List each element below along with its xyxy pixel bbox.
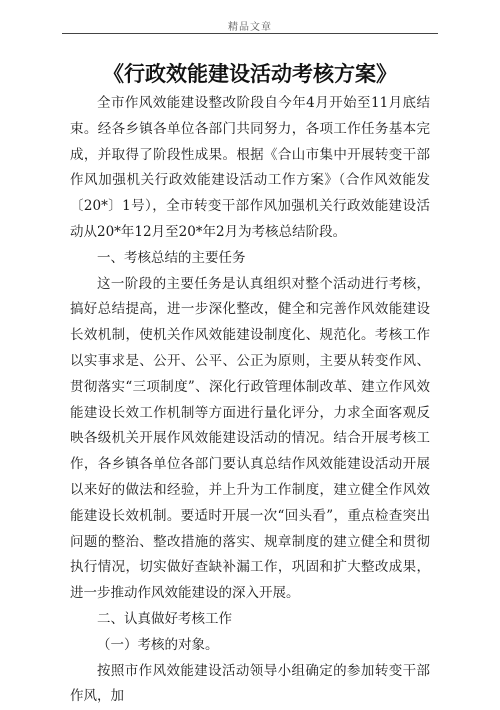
paragraph-assessment-scope: 按照市作风效能建设活动领导小组确定的参加转变干部作风，加 [70, 662, 430, 705]
header-divider [62, 33, 438, 34]
section-heading-1: 一、考核总结的主要任务 [97, 249, 246, 266]
document-title: 《行政效能建设活动考核方案》 [103, 61, 397, 86]
document-body [70, 91, 430, 710]
paragraph-intro: 全市作风效能建设整改阶段自今年4月开始至11月底结束。经各乡镇各单位各部门共同努力，各项工作任务基本完成，并取得了阶段性成果。根据《合山市集中开展转变干部作风加强机关行政效能建设活动工作方案》（合作风效能发〔20*〕1号），全市转变干部作风加强机关行政效能建设活动从20*年12月至20*年2月为考核总结阶段。 [70, 95, 430, 240]
paragraph-main-tasks: 这一阶段的主要任务是认真组织对整个活动进行考核，搞好总结提高，进一步深化整改，健全和完善作风效能建设长效机制，使机关作风效能建设制度化、规范化。考核工作以实事求是、公开、公平、公正为原则，主要从转变作风、贯彻落实“三项制度”、深化行政管理体制改革、建立作风效能建设长效工作机制等方面进行量化评分，力求全面客观反映各级机关开展作风效能建设活动的情况。结合开展考核工作，各乡镇各单位各部门要认真总结作风效能建设活动开展以来好的做法和经验，并上升为工作制度，建立健全作风效能建设长效机制。要适时开展一次“回头看”，重点检查突出问题的整治、整改措施的落实、规章制度的建立健全和贯彻执行情况，切实做好查缺补漏工作，巩固和扩大整改成果，进一步推动作风效能建设的深入开展。 [70, 275, 430, 602]
subsection-heading-1: （一）考核的对象。 [97, 636, 219, 653]
section-heading-2: 二、认真做好考核工作 [97, 610, 232, 627]
page-header-label: 精品文章 [228, 22, 272, 33]
